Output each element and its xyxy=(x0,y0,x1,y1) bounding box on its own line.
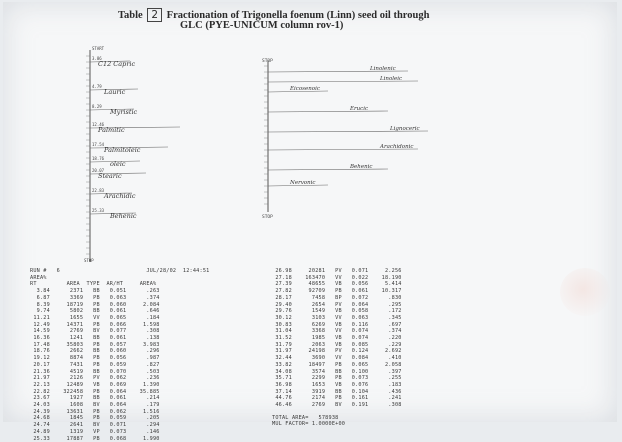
table-row: 31.04 3368 VV 0.074 .374 xyxy=(272,328,402,335)
report-run: RUN # 6 JUL/28/02 12:44:51 xyxy=(30,268,210,274)
left-peak xyxy=(90,104,138,116)
left-peak-annotation: Lauric xyxy=(104,88,126,96)
table-row: 30.12 3103 VV 0.063 .345 xyxy=(272,314,402,321)
left-peak xyxy=(90,142,168,154)
table-row: 34.08 3574 BB 0.100 .397 xyxy=(272,368,402,375)
right-stop-label: STOP xyxy=(262,215,273,220)
table-row: 31.79 2063 VB 0.085 .229 xyxy=(272,341,402,348)
right-peak xyxy=(268,76,418,82)
table-row: 33.82 18497 PB 0.065 2.058 xyxy=(272,361,402,368)
left-peak xyxy=(90,168,146,180)
table-row: 14.59 2769 BV 0.077 .308 xyxy=(30,328,160,335)
left-peak-annotation: Arachidic xyxy=(104,192,136,200)
table-number: 2 xyxy=(147,8,162,22)
report-total-area: TOTAL AREA= 578938 xyxy=(272,414,339,421)
table-row: 9.74 5802 BB 0.061 .646 xyxy=(30,308,160,315)
right-peak-annotation: Linolenic xyxy=(370,66,396,72)
left-peak xyxy=(90,188,136,200)
right-peak-annotation: Behenic xyxy=(350,164,373,170)
left-peak-rt: 18.76 xyxy=(92,156,105,161)
left-peak-annotation: C12 Capric xyxy=(98,60,136,68)
right-peak-annotation: Linoleic xyxy=(380,76,403,82)
right-peak xyxy=(268,106,388,112)
report-areas-label: AREA% xyxy=(30,274,47,281)
left-peak-rt: 20.07 xyxy=(92,168,105,173)
right-peak-annotation: Arachidonic xyxy=(380,144,414,150)
title-line-1: Fractionation of Trigonella foenum (Linn) seed oil through xyxy=(166,10,430,21)
right-peak-annotation: Lignoceric xyxy=(390,126,420,132)
table-row: 31.97 24198 PV 0.124 2.692 xyxy=(272,348,402,355)
left-start-label: START xyxy=(92,46,105,51)
table-row: 23.67 1927 BB 0.061 .214 xyxy=(30,395,160,402)
right-peak xyxy=(268,126,428,132)
left-peak xyxy=(90,84,138,96)
gc-report-left xyxy=(30,268,209,442)
gc-report-right xyxy=(272,268,402,428)
left-peak xyxy=(90,56,136,68)
left-peak-rt: 8.29 xyxy=(92,104,102,109)
table-row: 22.13 12489 VB 0.069 1.390 xyxy=(30,381,160,388)
table-row: 20.17 7431 PB 0.059 .827 xyxy=(30,361,160,368)
left-peak-rt: 3.86 xyxy=(92,56,102,61)
table-row: 37.14 3919 BB 0.104 .436 xyxy=(272,388,402,395)
table-row: 35.71 2299 PB 0.073 .255 xyxy=(272,375,402,382)
table-row: 17.48 35803 PB 0.057 3.983 xyxy=(30,341,160,348)
table-row: 27.18 163470 VV 0.022 18.190 xyxy=(272,274,402,281)
paper-stain xyxy=(560,268,610,316)
table-row: 24.03 1608 BV 0.064 .179 xyxy=(30,402,160,409)
table-row: 27.82 92709 PB 0.061 10.317 xyxy=(272,288,402,295)
table-row: 3.84 2371 BB 0.051 .263 xyxy=(30,288,160,295)
table-row: 11.21 1655 VV 0.065 .184 xyxy=(30,314,160,321)
table-row: 32.44 3690 VV 0.084 .410 xyxy=(272,355,402,362)
report-rows-left xyxy=(30,288,209,442)
left-peak xyxy=(90,156,140,168)
right-peak xyxy=(268,164,388,170)
left-peak-rt: 22.83 xyxy=(92,188,105,193)
left-peak-annotation: Palmitoleic xyxy=(104,146,141,154)
left-peak xyxy=(90,122,180,134)
table-row: 29.40 2654 PV 0.064 .295 xyxy=(272,301,402,308)
table-row: 16.36 1241 BB 0.061 .138 xyxy=(30,335,160,342)
table-row: 24.39 13631 PB 0.062 1.516 xyxy=(30,408,160,415)
table-row: 44.76 2174 PB 0.161 .241 xyxy=(272,395,402,402)
table-row: 24.68 1845 PB 0.059 .205 xyxy=(30,415,160,422)
right-peak xyxy=(268,180,328,186)
left-peak-annotation: Myristic xyxy=(110,108,138,116)
right-top-label: STOP xyxy=(262,59,273,64)
left-peak-rt: 12.46 xyxy=(92,122,105,127)
table-row: 18.76 2662 BB 0.060 .296 xyxy=(30,348,160,355)
table-row: 28.17 7458 BP 0.072 .830 xyxy=(272,294,402,301)
right-peak xyxy=(268,86,328,92)
table-prefix: Table xyxy=(118,10,143,21)
table-row: 36.98 1653 VB 0.076 .183 xyxy=(272,381,402,388)
table-row: 12.49 14371 PB 0.066 1.598 xyxy=(30,321,160,328)
right-peak-annotation: Nervonic xyxy=(290,180,316,186)
left-peak-rt: 4.79 xyxy=(92,84,102,89)
table-row: 21.36 4519 BB 0.070 .503 xyxy=(30,368,160,375)
left-peak-annotation: Palmitic xyxy=(98,126,125,134)
table-row: 24.89 1319 VP 0.073 .146 xyxy=(30,428,160,435)
table-row: 26.98 20281 PV 0.071 2.256 xyxy=(272,268,402,274)
left-peak xyxy=(90,208,137,220)
left-peak-rt: 17.54 xyxy=(92,142,105,147)
left-peak-rt: 25.33 xyxy=(92,208,105,213)
left-peak-annotation: Behenic xyxy=(110,212,137,220)
table-row: 25.33 17887 PB 0.068 1.990 xyxy=(30,435,160,442)
table-row: 22.82 322458 PB 0.064 35.885 xyxy=(30,388,160,395)
table-row: 21.97 2126 PV 0.062 .236 xyxy=(30,375,160,382)
right-peak-annotation: Erucic xyxy=(350,106,369,112)
right-peaks xyxy=(264,66,428,204)
table-row: 19.12 8874 PB 0.056 .987 xyxy=(30,355,160,362)
table-row: 46.46 2769 BV 0.191 .308 xyxy=(272,402,402,409)
table-row: 27.39 48655 VB 0.056 5.414 xyxy=(272,281,402,288)
table-row: 30.83 6269 VB 0.116 .697 xyxy=(272,321,402,328)
table-row: 29.76 1549 VB 0.058 .172 xyxy=(272,308,402,315)
report-mul-factor: MUL FACTOR= 1.0000E+00 xyxy=(272,421,346,428)
table-row: 8.39 18719 PB 0.060 2.084 xyxy=(30,301,160,308)
left-stop-label: STOP xyxy=(84,258,94,263)
left-peak-annotation: Stearic xyxy=(98,172,122,180)
title-line-2: GLC (PYE-UNICUM column rov-1) xyxy=(180,20,344,31)
right-peak xyxy=(268,66,408,72)
table-row: 31.52 1985 VB 0.074 .220 xyxy=(272,335,402,342)
table-row: 24.74 2641 BV 0.071 .294 xyxy=(30,422,160,429)
right-peak xyxy=(268,144,418,150)
report-column-headers: RT AREA TYPE AR/HT AREA% xyxy=(30,281,157,288)
left-peaks xyxy=(86,56,180,254)
left-peak-annotation: oleic xyxy=(110,160,126,168)
report-rows-right xyxy=(272,268,402,409)
right-peak-annotation: Eicosenoic xyxy=(290,86,320,92)
table-row: 6.87 3369 PB 0.063 .374 xyxy=(30,294,160,301)
